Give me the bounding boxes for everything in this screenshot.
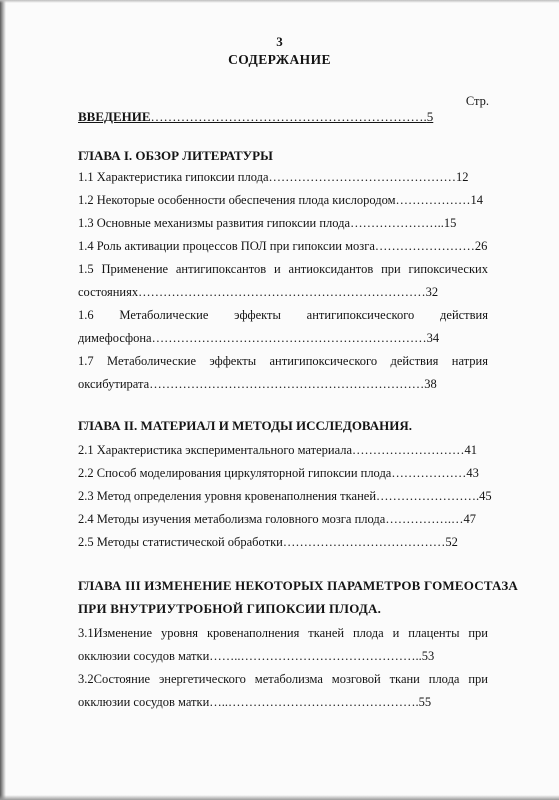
toc-page: 38 (424, 377, 437, 391)
toc-dots: …..………………………………………. (209, 695, 419, 709)
scan-edge-top (0, 0, 559, 3)
page-number: 3 (276, 34, 283, 49)
toc-page: 34 (426, 331, 440, 345)
toc-item-text: 2.5 Методы статистической обработки (78, 535, 283, 549)
toc-dots: …………….… (385, 512, 464, 526)
toc-item-text: состояниях (78, 285, 139, 299)
chapter3-title-line1[interactable] (78, 578, 518, 593)
toc-dots: …………………… (374, 239, 475, 253)
toc-item-text: 1.4 Роль активации процессов ПОЛ при гипоксии мозга (78, 239, 375, 253)
toc-item-1-7-line1[interactable] (78, 354, 488, 369)
page-title: СОДЕРЖАНИЕ (228, 52, 331, 67)
toc-dots: ………………………………………………………… (151, 331, 427, 345)
toc-item-text: 3.1Изменение уровня кровенаполнения тканей плода и плаценты при (78, 626, 488, 640)
toc-page: 53 (421, 649, 435, 663)
toc-item[interactable] (78, 216, 488, 231)
toc-item-text: 1.1 Характеристика гипоксии плода (78, 170, 269, 184)
toc-item-1-6-line2[interactable] (78, 331, 488, 346)
toc-dots: ……………………. (376, 489, 480, 503)
scan-edge-bottom (0, 795, 559, 800)
toc-item[interactable] (78, 170, 488, 185)
toc-item-1-6-line1[interactable] (78, 308, 488, 323)
toc-item[interactable] (78, 466, 488, 481)
toc-dots: ……………… (395, 193, 471, 207)
toc-page: 45 (479, 489, 492, 503)
page-column-label: Стр. (465, 94, 489, 108)
chapter3-title-line2[interactable]: ПРИ ВНУТРИУТРОБНОЙ ГИПОКСИИ ПЛОДА. (78, 601, 382, 616)
toc-item-text: окклюзии сосудов матки (78, 695, 210, 709)
toc-page: 55 (418, 695, 432, 709)
toc-item-text: 1.6 Метаболические эффекты антигипоксического действия (78, 308, 488, 322)
toc-item-1-7-line2[interactable] (78, 377, 488, 392)
toc-page: 52 (445, 535, 458, 549)
toc-item[interactable] (78, 512, 488, 527)
toc-item[interactable] (78, 489, 492, 504)
toc-dots: ………………….. (350, 216, 444, 230)
toc-item-text: 2.1 Характеристика экспериментального материала (78, 443, 353, 457)
toc-intro[interactable] (78, 109, 488, 124)
toc-dots: ………………………………………………………… (149, 377, 425, 391)
toc-page: 14 (470, 193, 484, 207)
toc-page: 41 (464, 443, 478, 457)
toc-item[interactable] (78, 239, 488, 254)
toc-item-1-5-line2[interactable] (78, 285, 488, 300)
toc-page: 32 (425, 285, 439, 299)
toc-page: 43 (466, 466, 479, 480)
toc-page: 15 (443, 216, 457, 230)
toc-item-text: 1.2 Некоторые особенности обеспечения плода кислородом (78, 193, 396, 207)
toc-dots: ……..…………………………………….. (209, 649, 422, 663)
toc-intro-label: ВВЕДЕНИЕ (78, 109, 151, 124)
toc-dots: ………………………………………………………. (150, 109, 427, 124)
toc-item-text: 3.2Состояние энергетического метаболизма мозговой ткани плода при (78, 672, 488, 686)
toc-item-3-1-line2[interactable] (78, 649, 488, 664)
toc-dots: ……………………… (352, 443, 465, 457)
toc-item-text: димефосфона (78, 331, 152, 345)
toc-item-3-1-line1[interactable] (78, 626, 488, 641)
toc-page: 26 (474, 239, 488, 253)
toc-page: 5 (426, 109, 434, 124)
toc-item-3-2-line2[interactable] (78, 695, 488, 710)
toc-page: 12 (456, 170, 469, 184)
toc-item[interactable] (78, 443, 488, 458)
toc-dots: ………………………………… (282, 535, 446, 549)
scan-edge-left (0, 0, 6, 800)
toc-item-text: 2.3 Метод определения уровня кровенаполнения тканей (78, 489, 377, 503)
toc-item[interactable] (78, 535, 488, 550)
toc-item-3-2-line1[interactable] (78, 672, 488, 687)
chapter2-title[interactable]: ГЛАВА II. МАТЕРИАЛ И МЕТОДЫ ИССЛЕДОВАНИЯ. (78, 418, 413, 433)
toc-item-text: 1.7 Метаболические эффекты антигипоксического действия натрия (78, 354, 488, 368)
toc-item[interactable] (78, 193, 488, 208)
toc-dots: ……………… (391, 466, 467, 480)
toc-dots: ……………………………………… (268, 170, 457, 184)
toc-item-text: 1.3 Основные механизмы развития гипоксии плода (78, 216, 351, 230)
toc-page: 47 (463, 512, 476, 526)
toc-item-text: 2.4 Методы изучения метаболизма головного мозга плода (78, 512, 386, 526)
toc-item-text: 2.2 Способ моделирования циркуляторной гипоксии плода (78, 466, 392, 480)
chapter3-title-text: ГЛАВА III ИЗМЕНЕНИЕ НЕКОТОРЫХ ПАРАМЕТРОВ ГОМЕОСТАЗА (78, 578, 518, 593)
toc-item-1-5-line1[interactable] (78, 262, 488, 277)
toc-item-text: окклюзии сосудов матки (78, 649, 210, 663)
toc-item-text: 1.5 Применение антигипоксантов и антиоксидантов при гипоксических (78, 262, 488, 276)
toc-dots: …………………………………………………………… (138, 285, 426, 299)
toc-item-text: оксибутирата (78, 377, 150, 391)
chapter1-title[interactable]: ГЛАВА I. ОБЗОР ЛИТЕРАТУРЫ (78, 148, 273, 163)
